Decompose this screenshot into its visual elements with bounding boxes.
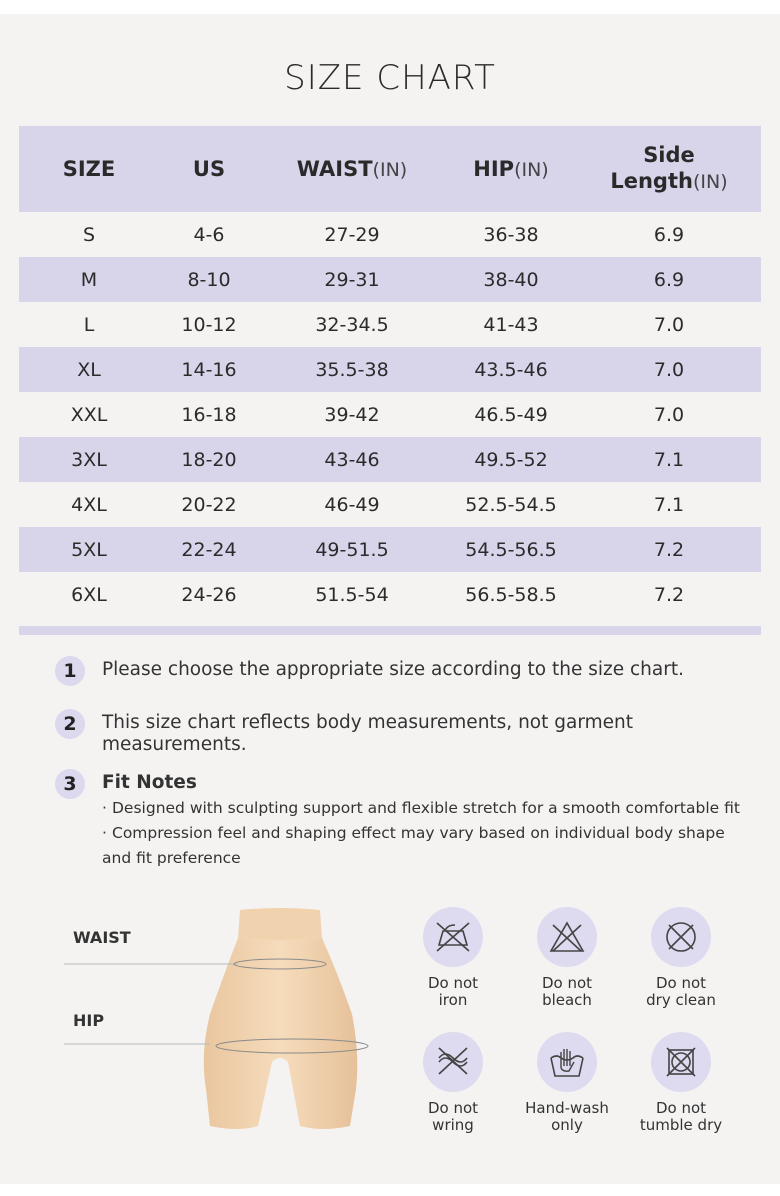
cell-waist: 49-51.5	[315, 538, 389, 561]
note-text: Please choose the appropriate size according to the size chart.	[102, 659, 684, 680]
care-item-no-tumble-dry	[626, 1032, 736, 1134]
note-number-badge: 2	[55, 709, 85, 739]
fit-notes	[102, 772, 742, 871]
no-bleach-icon	[537, 907, 597, 967]
cell-side-length: 7.0	[653, 358, 685, 381]
table-row	[19, 437, 761, 482]
table-row	[19, 257, 761, 302]
size-table	[19, 126, 761, 635]
care-item-hand-wash	[512, 1032, 622, 1134]
cell-side-length: 6.9	[653, 223, 685, 246]
fit-note-bullet-continued: and fit preference	[102, 849, 241, 867]
cell-us: 14-16	[181, 358, 237, 381]
no-tumble-dry-icon	[651, 1032, 711, 1092]
header-waist: WAIST(IN)	[296, 157, 408, 181]
care-item-no-iron	[398, 907, 508, 1009]
cell-us: 8-10	[187, 268, 231, 291]
fit-note-bullet: · Compression feel and shaping effect may vary based on individual body shape	[102, 824, 725, 842]
cell-hip: 36-38	[483, 223, 539, 246]
header-us: US	[192, 157, 226, 181]
cell-us: 16-18	[181, 403, 237, 426]
no-iron-icon	[423, 907, 483, 967]
cell-size: M	[80, 268, 98, 291]
header-size: SIZE	[62, 157, 116, 181]
fit-notes-title: Fit Notes	[102, 772, 197, 793]
table-row	[19, 572, 761, 617]
garment-body-shape	[204, 938, 358, 1129]
table-row	[19, 527, 761, 572]
table-header	[19, 126, 761, 212]
cell-hip: 54.5-56.5	[465, 538, 557, 561]
header-side-length: Side Length(IN)	[610, 143, 728, 193]
cell-size: 3XL	[71, 448, 107, 471]
cell-hip: 43.5-46	[474, 358, 548, 381]
table-row	[19, 302, 761, 347]
no-dry-clean-icon	[651, 907, 711, 967]
cell-side-length: 7.0	[653, 403, 685, 426]
cell-hip: 49.5-52	[474, 448, 548, 471]
care-item-no-dry-clean	[626, 907, 736, 1009]
waist-label: WAIST	[73, 928, 131, 947]
size-chart-page	[0, 14, 780, 1184]
page-title: SIZE CHART	[284, 58, 496, 98]
cell-waist: 43-46	[324, 448, 380, 471]
cell-us: 4-6	[193, 223, 225, 246]
cell-side-length: 7.2	[653, 583, 685, 606]
cell-hip: 56.5-58.5	[465, 583, 557, 606]
hand-wash-icon	[537, 1032, 597, 1092]
table-row	[19, 347, 761, 392]
cell-size: L	[83, 313, 95, 336]
cell-size: XXL	[70, 403, 108, 426]
cell-side-length: 7.2	[653, 538, 685, 561]
cell-us: 20-22	[181, 493, 237, 516]
cell-hip: 38-40	[483, 268, 539, 291]
no-wring-icon	[423, 1032, 483, 1092]
care-label: Do not dry clean	[646, 974, 716, 1009]
waistband-shape	[238, 908, 322, 940]
cell-hip: 46.5-49	[474, 403, 548, 426]
cell-waist: 46-49	[324, 493, 380, 516]
table-row	[19, 212, 761, 257]
fit-note-bullet: · Designed with sculpting support and flexible stretch for a smooth comfortable fit	[102, 799, 740, 817]
cell-side-length: 7.1	[653, 448, 685, 471]
care-label: Hand-wash only	[525, 1099, 609, 1134]
note-number-badge: 3	[55, 769, 85, 799]
note-text: This size chart reflects body measurements, not garment measurements.	[102, 712, 633, 755]
cell-side-length: 7.0	[653, 313, 685, 336]
hip-label: HIP	[73, 1011, 105, 1030]
cell-size: 6XL	[71, 583, 107, 606]
cell-size: 5XL	[71, 538, 107, 561]
cell-waist: 35.5-38	[315, 358, 389, 381]
cell-waist: 27-29	[324, 223, 380, 246]
care-item-no-wring	[398, 1032, 508, 1134]
cell-us: 18-20	[181, 448, 237, 471]
care-label: Do not tumble dry	[639, 1099, 723, 1134]
care-label: Do not bleach	[541, 974, 593, 1009]
cell-waist: 51.5-54	[315, 583, 389, 606]
care-label: Do not iron	[427, 974, 479, 1009]
cell-size: XL	[77, 358, 101, 381]
cell-side-length: 7.1	[653, 493, 685, 516]
care-label: Do not wring	[427, 1099, 479, 1134]
shapewear-illustration	[60, 904, 380, 1144]
cell-us: 24-26	[181, 583, 237, 606]
cell-hip: 52.5-54.5	[465, 493, 557, 516]
cell-side-length: 6.9	[653, 268, 685, 291]
note-number-badge: 1	[55, 656, 85, 686]
cell-size: 4XL	[71, 493, 107, 516]
cell-waist: 32-34.5	[315, 313, 389, 336]
table-row	[19, 482, 761, 527]
cell-waist: 39-42	[324, 403, 380, 426]
table-body	[19, 212, 761, 617]
cell-size: S	[82, 223, 96, 246]
cell-waist: 29-31	[324, 268, 380, 291]
cell-hip: 41-43	[483, 313, 539, 336]
care-item-no-bleach	[512, 907, 622, 1009]
table-footer-bar	[19, 626, 761, 635]
cell-us: 22-24	[181, 538, 237, 561]
header-hip: HIP(IN)	[473, 157, 549, 181]
table-row	[19, 392, 761, 437]
cell-us: 10-12	[181, 313, 237, 336]
